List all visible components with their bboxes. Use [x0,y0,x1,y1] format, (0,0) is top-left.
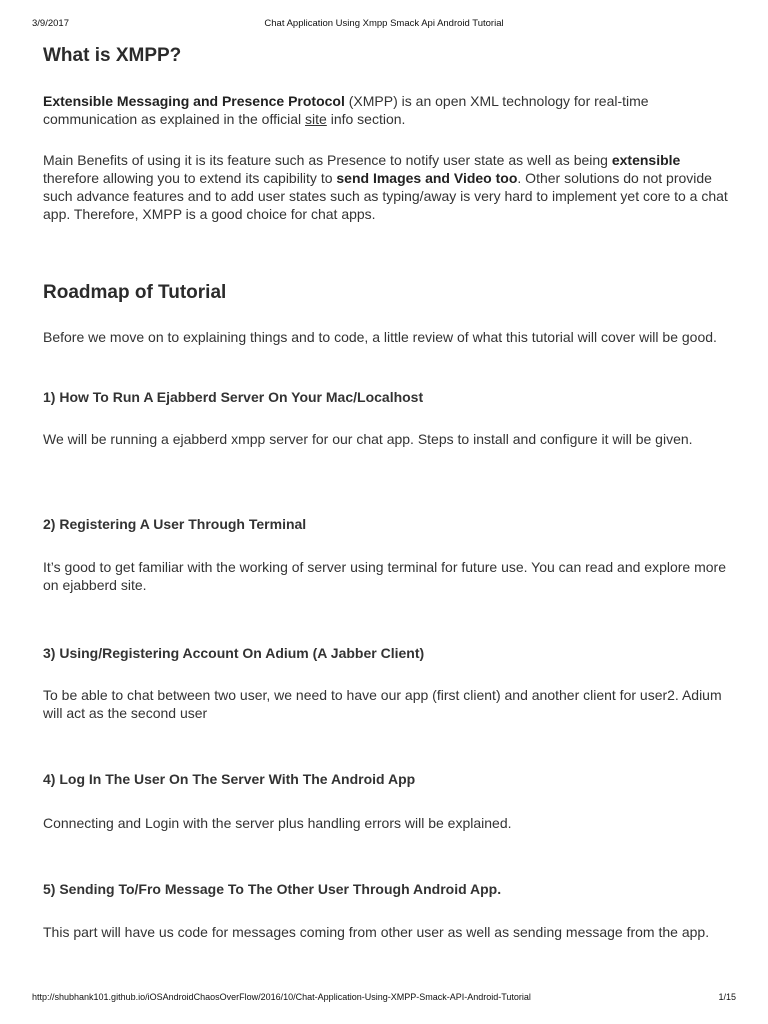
site-link[interactable]: site [305,111,327,127]
bold-images-video: send Images and Video too [336,170,518,186]
bold-extensible: extensible [611,152,681,168]
paragraph-benefits [43,151,733,223]
paragraph-roadmap-intro: Before we move on to explaining things and to code, a little review of what this tutorial will cover will be good. [43,329,717,345]
roadmap-item-2-desc: It’s good to get familiar with the working of server using terminal for future use. You can read and explore more on ejabberd site. [43,559,726,593]
pdf-header [32,18,736,32]
roadmap-item-5-desc: This part will have us code for messages coming from other user as well as sending message from the app. [43,924,710,940]
source-url: http://shubhank101.github.io/iOSAndroidChaosOverFlow/2016/10/Chat-Application-Using-XMPP-Smack-API-Android-Tutorial [32,992,531,1002]
text-span: . Other solutions do not provide such advance features and to add user states such as typing/away is very hard to implement yet core to a chat app. Therefore, XMPP is a good choice for chat apps. [43,170,728,222]
roadmap-item-3-title: 3) Using/Registering Account On Adium (A Jabber Client) [43,645,425,661]
roadmap-item-3-desc: To be able to chat between two user, we need to have our app (first client) and another client for user2. Adium will act as the second user [43,687,722,721]
page-number: 1/15 [718,992,736,1002]
document-title: Chat Application Using Xmpp Smack Api Android Tutorial [264,18,504,29]
roadmap-item-5-title: 5) Sending To/Fro Message To The Other User Through Android App. [43,881,502,897]
roadmap-item-1-title: 1) How To Run A Ejabberd Server On Your Mac/Localhost [43,389,424,405]
roadmap-item-4-title: 4) Log In The User On The Server With The Android App [43,771,416,787]
text-span: (XMPP) is an open XML technology for real-time communication as explained in the official [43,93,649,127]
roadmap-item-4-desc: Connecting and Login with the server plus handling errors will be explained. [43,815,512,831]
text-span: Main Benefits of using it is its feature such as Presence to notify user state as well as being [43,152,612,168]
heading-what-is-xmpp: What is XMPP? [43,45,182,66]
text-span: therefore allowing you to extend its capibility to [43,170,337,186]
paragraph-xmpp-definition [43,92,733,128]
bold-protocol-name: Extensible Messaging and Presence Protocol [43,93,345,109]
print-date: 3/9/2017 [32,18,69,29]
roadmap-item-2-title: 2) Registering A User Through Terminal [43,516,307,532]
roadmap-item-1-desc: We will be running a ejabberd xmpp server for our chat app. Steps to install and configure it will be given. [43,431,693,447]
pdf-footer [32,992,736,1006]
heading-roadmap: Roadmap of Tutorial [43,282,227,303]
text-span: info section. [326,111,406,127]
